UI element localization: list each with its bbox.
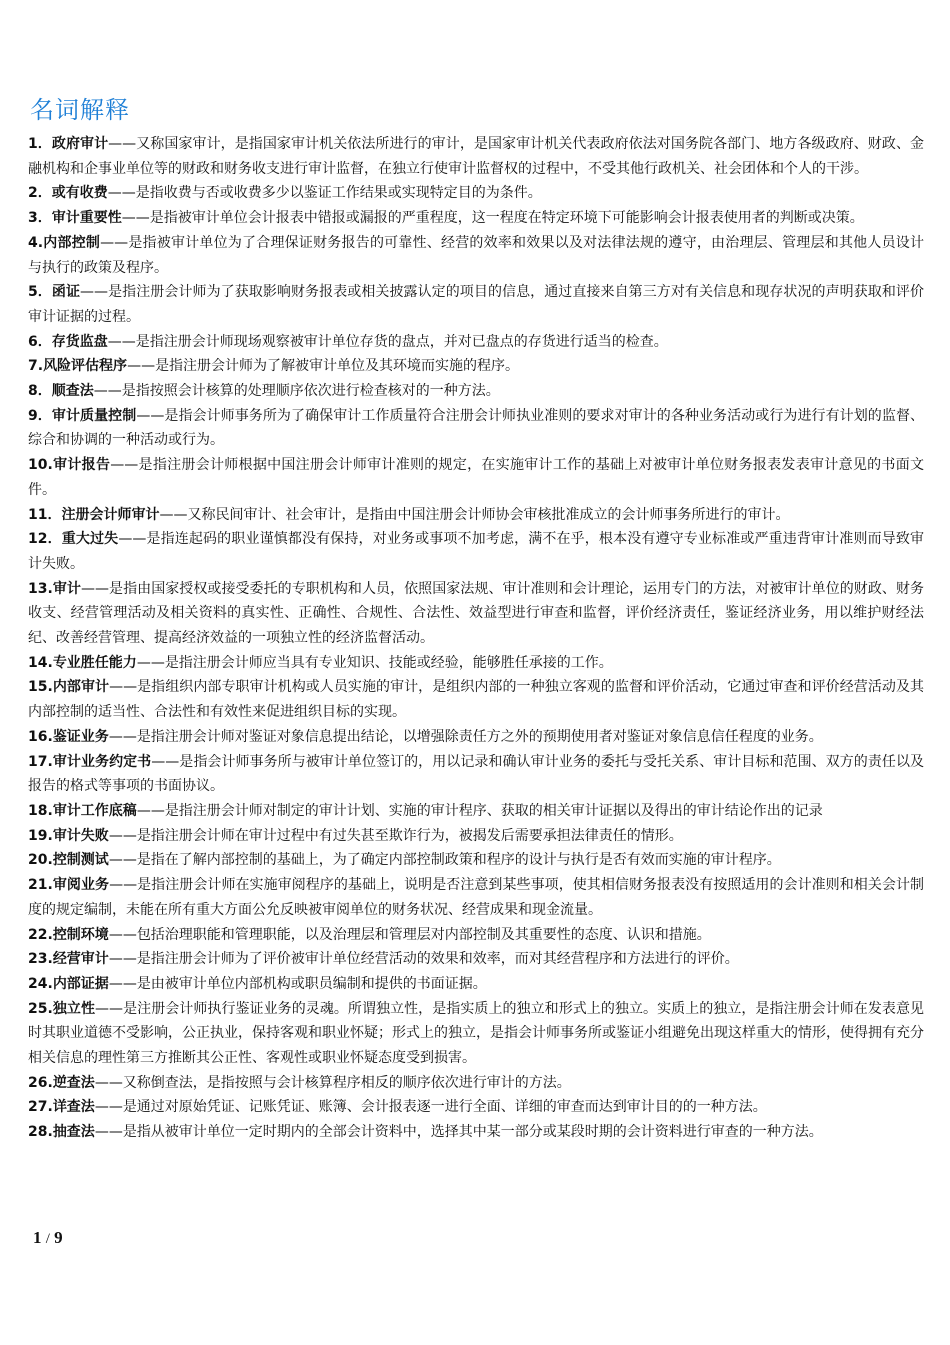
glossary-entry — [28, 873, 924, 922]
glossary-entry — [28, 848, 924, 873]
entry-term: 顺查法 — [51, 383, 94, 400]
entry-number: 1． — [28, 136, 52, 152]
glossary-entry — [28, 947, 924, 972]
entry-term: 审计业务约定书 — [52, 753, 152, 770]
entry-term: 经营审计 — [52, 951, 109, 968]
entry-term: 审计质量控制 — [51, 407, 137, 424]
entry-definition: ——是指注册会计师对制定的审计计划、实施的审计程序、获取的相关审计证据以及得出的审计结论作出的记录 — [136, 802, 823, 819]
glossary-entry — [28, 231, 924, 280]
entry-number: 18. — [28, 802, 53, 819]
entry-number: 8． — [28, 383, 52, 400]
glossary-entry — [28, 997, 924, 1071]
glossary-entry — [28, 577, 924, 651]
entry-number: 5． — [28, 284, 52, 301]
entry-term: 或有收费 — [51, 185, 108, 202]
entry-definition: ——是指会计师事务所为了确保审计工作质量符合注册会计师执业准则的要求对审计的各种业务活动或行为进行有计划的监督、综合和协调的一种活动或行为。 — [28, 407, 925, 449]
glossary-entry — [28, 1120, 924, 1145]
entry-definition: ——是由被审计单位内部机构或职员编制和提供的书面证据。 — [108, 975, 487, 992]
entry-definition: ——又称民间审计、社会审计，是指由中国注册会计师协会审核批准成立的会计师事务所进行的审计。 — [159, 506, 790, 523]
glossary-entry — [28, 280, 924, 329]
entry-term: 风险评估程序 — [43, 358, 128, 375]
entry-number: 4. — [28, 234, 44, 251]
glossary-entry — [28, 453, 924, 502]
glossary-entry — [28, 824, 924, 849]
glossary-entry — [28, 404, 924, 453]
glossary-entry — [28, 354, 924, 379]
entry-number: 15. — [28, 679, 53, 696]
entry-number: 17. — [28, 753, 53, 770]
entry-definition: ——是指组织内部专职审计机构或人员实施的审计，是组织内部的一种独立客观的监督和评价活动，它通过审查和评价经营活动及其内部控制的适当性、合法性和有效性来促进组织目标的实现。 — [28, 679, 925, 721]
entry-term: 重大过失 — [61, 531, 119, 548]
entry-definition: ——是注册会计师执行鉴证业务的灵魂。所谓独立性，是指实质上的独立和形式上的独立。实质上的独立，是指注册会计师在发表意见时其职业道德不受影响，公正执业，保持客观和职业怀疑；形式上的独立，是指会计师事务所或鉴证小组避免出现这样重大的情形，使得拥有充分相关信息的理性第三方推断其公正性、客观性或职业怀疑态度受到损害。 — [28, 1000, 925, 1067]
entry-definition: ——是指会计师事务所与被审计单位签订的，用以记录和确认审计业务的委托与受托关系、审计目标和范围、双方的责任以及报告的格式等事项的书面协议。 — [28, 753, 925, 795]
entry-number: 3． — [28, 210, 52, 227]
entry-term: 审计重要性 — [51, 210, 122, 227]
entry-definition: ——包括治理职能和管理职能，以及治理层和管理层对内部控制及其重要性的态度、认识和措施。 — [108, 926, 711, 943]
glossary-list — [28, 132, 924, 1145]
page-number — [33, 1228, 63, 1248]
entry-definition: ——是指注册会计师在实施审阅程序的基础上，说明是否注意到某些事项，使其相信财务报表没有按照适用的会计准则和相关会计制度的规定编制，未能在所有重大方面公允反映被审阅单位的财务状况、经营成果和现金流量。 — [28, 877, 925, 918]
page-separator: / — [45, 1231, 50, 1247]
entry-term: 审阅业务 — [52, 877, 110, 894]
entry-term: 控制测试 — [52, 852, 109, 869]
entry-number: 23. — [28, 951, 53, 968]
entry-term: 审计报告 — [52, 457, 111, 474]
entry-definition: ——是指注册会计师对鉴证对象信息提出结论，以增强除责任方之外的预期使用者对鉴证对象信息信任程度的业务。 — [108, 728, 823, 745]
entry-term: 审计工作底稿 — [52, 802, 137, 819]
current-page: 1 — [33, 1228, 42, 1247]
entry-term: 独立性 — [52, 1000, 96, 1017]
entry-definition: ——又称倒查法，是指按照与会计核算程序相反的顺序依次进行审计的方法。 — [94, 1074, 571, 1091]
entry-number: 22. — [28, 926, 53, 943]
entry-number: 28. — [28, 1124, 53, 1141]
entry-definition: ——是指连起码的职业谨慎都没有保持，对业务或事项不加考虑，满不在乎，根本没有遵守专业标准或严重违背审计准则而导致审计失败。 — [28, 531, 925, 572]
entry-definition: ——是指注册会计师现场观察被审计单位存货的盘点，并对已盘点的存货进行适当的检查。 — [107, 333, 668, 350]
entry-definition: ——是指注册会计师为了评价被审计单位经营活动的效果和效率，而对其经营程序和方法进行的评价。 — [108, 951, 739, 968]
entry-number: 11． — [28, 506, 62, 523]
entry-term: 逆查法 — [52, 1074, 95, 1091]
entry-number: 25. — [28, 1000, 53, 1017]
total-pages: 9 — [54, 1228, 63, 1247]
entry-definition: ——是指在了解内部控制的基础上，为了确定内部控制政策和程序的设计与执行是否有效而实施的审计程序。 — [108, 852, 781, 869]
entry-term: 内部审计 — [52, 679, 110, 696]
entry-number: 16. — [28, 728, 53, 745]
entry-term: 内部证据 — [52, 975, 109, 992]
glossary-entry — [28, 181, 924, 206]
glossary-entry — [28, 206, 924, 231]
glossary-entry — [28, 923, 924, 948]
entry-term: 详查法 — [52, 1099, 95, 1116]
entry-number: 9． — [28, 407, 52, 424]
entry-term: 注册会计师审计 — [61, 506, 160, 523]
entry-definition: ——是指由国家授权或接受委托的专职机构和人员，依照国家法规、审计准则和会计理论，运用专门的方法，对被审计单位的财政、财务收支、经营管理活动及相关资料的真实性、正确性、合规性、合法性、效益型进行审查和监督，评价经济责任，鉴证经济业务，用以维护财经法纪、改善经营管理、提高经济效益的一项独立性的经济监督活动。 — [28, 580, 925, 647]
glossary-entry — [28, 972, 924, 997]
entry-definition: ——是指注册会计师为了解被审计单位及其环境而实施的程序。 — [127, 358, 520, 375]
entry-number: 2． — [28, 185, 52, 202]
entry-number: 13. — [28, 580, 53, 597]
entry-definition: ——是指从被审计单位一定时期内的全部会计资料中，选择其中某一部分或某段时期的会计资料进行审查的一种方法。 — [94, 1124, 823, 1141]
entry-number: 12． — [28, 531, 62, 548]
glossary-entry — [28, 725, 924, 750]
entry-definition: ——是指注册会计师根据中国注册会计师审计准则的规定，在实施审计工作的基础上对被审计单位财务报表发表审计意见的书面文件。 — [28, 457, 925, 498]
glossary-entry — [28, 503, 924, 528]
entry-number: 7. — [28, 358, 44, 375]
entry-definition: ——是指被审计单位为了合理保证财务报告的可靠性、经营的效率和效果以及对法律法规的遵守，由治理层、管理层和其他人员设计与执行的政策及程序。 — [28, 234, 924, 276]
entry-definition: ——是指注册会计师应当具有专业知识、技能或经验，能够胜任承接的工作。 — [136, 654, 613, 671]
entry-definition: ——是指注册会计师为了获取影响财务报表或相关披露认定的项目的信息，通过直接来自第三方对有关信息和现存状况的声明获取和评价审计证据的过程。 — [28, 284, 925, 325]
glossary-entry — [28, 675, 924, 724]
entry-number: 19. — [28, 827, 53, 844]
glossary-entry — [28, 132, 924, 181]
glossary-entry — [28, 1095, 924, 1120]
glossary-entry — [28, 1071, 924, 1096]
glossary-entry — [28, 527, 924, 576]
entry-term: 审计 — [52, 580, 81, 597]
glossary-entry — [28, 799, 924, 824]
entry-number: 14. — [28, 654, 53, 671]
entry-definition: ——是通过对原始凭证、记账凭证、账簿、会计报表逐一进行全面、详细的审查而达到审计目的的一种方法。 — [94, 1099, 767, 1116]
glossary-entry — [28, 750, 924, 799]
entry-term: 抽查法 — [52, 1124, 95, 1141]
glossary-entry — [28, 379, 924, 404]
glossary-entry — [28, 651, 924, 676]
entry-term: 专业胜任能力 — [52, 654, 137, 671]
entry-definition: ——是指按照会计核算的处理顺序依次进行检查核对的一种方法。 — [93, 383, 500, 400]
entry-number: 24. — [28, 975, 53, 992]
entry-term: 控制环境 — [52, 926, 109, 943]
entry-term: 内部控制 — [43, 234, 101, 251]
entry-number: 27. — [28, 1099, 53, 1116]
entry-definition: ——是指收费与否或收费多少以鉴证工作结果或实现特定目的为条件。 — [107, 185, 542, 202]
entry-number: 21. — [28, 877, 53, 894]
glossary-entry — [28, 330, 924, 355]
page-title: 名词解释 — [30, 96, 130, 124]
entry-term: 鉴证业务 — [52, 728, 109, 745]
entry-number: 6． — [28, 333, 52, 350]
entry-definition: ——又称国家审计，是指国家审计机关依法所进行的审计，是国家审计机关代表政府依法对国务院各部门、地方各级政府、财政、金融机构和企事业单位等的财政和财务收支进行审计监督，在独立行使审计监督权的过程中，不受其他行政机关、社会团体和个人的干涉。 — [28, 136, 925, 177]
entry-term: 审计失败 — [52, 827, 109, 844]
entry-term: 存货监盘 — [51, 333, 108, 350]
entry-number: 10. — [28, 457, 53, 474]
entry-definition: ——是指被审计单位会计报表中错报或漏报的严重程度，这一程度在特定环境下可能影响会计报表使用者的判断或决策。 — [121, 210, 864, 227]
entry-term: 政府审计 — [51, 136, 109, 152]
entry-number: 26. — [28, 1074, 53, 1091]
entry-term: 函证 — [51, 284, 81, 301]
entry-number: 20. — [28, 852, 53, 869]
entry-definition: ——是指注册会计师在审计过程中有过失甚至欺诈行为，被揭发后需要承担法律责任的情形。 — [108, 827, 683, 844]
